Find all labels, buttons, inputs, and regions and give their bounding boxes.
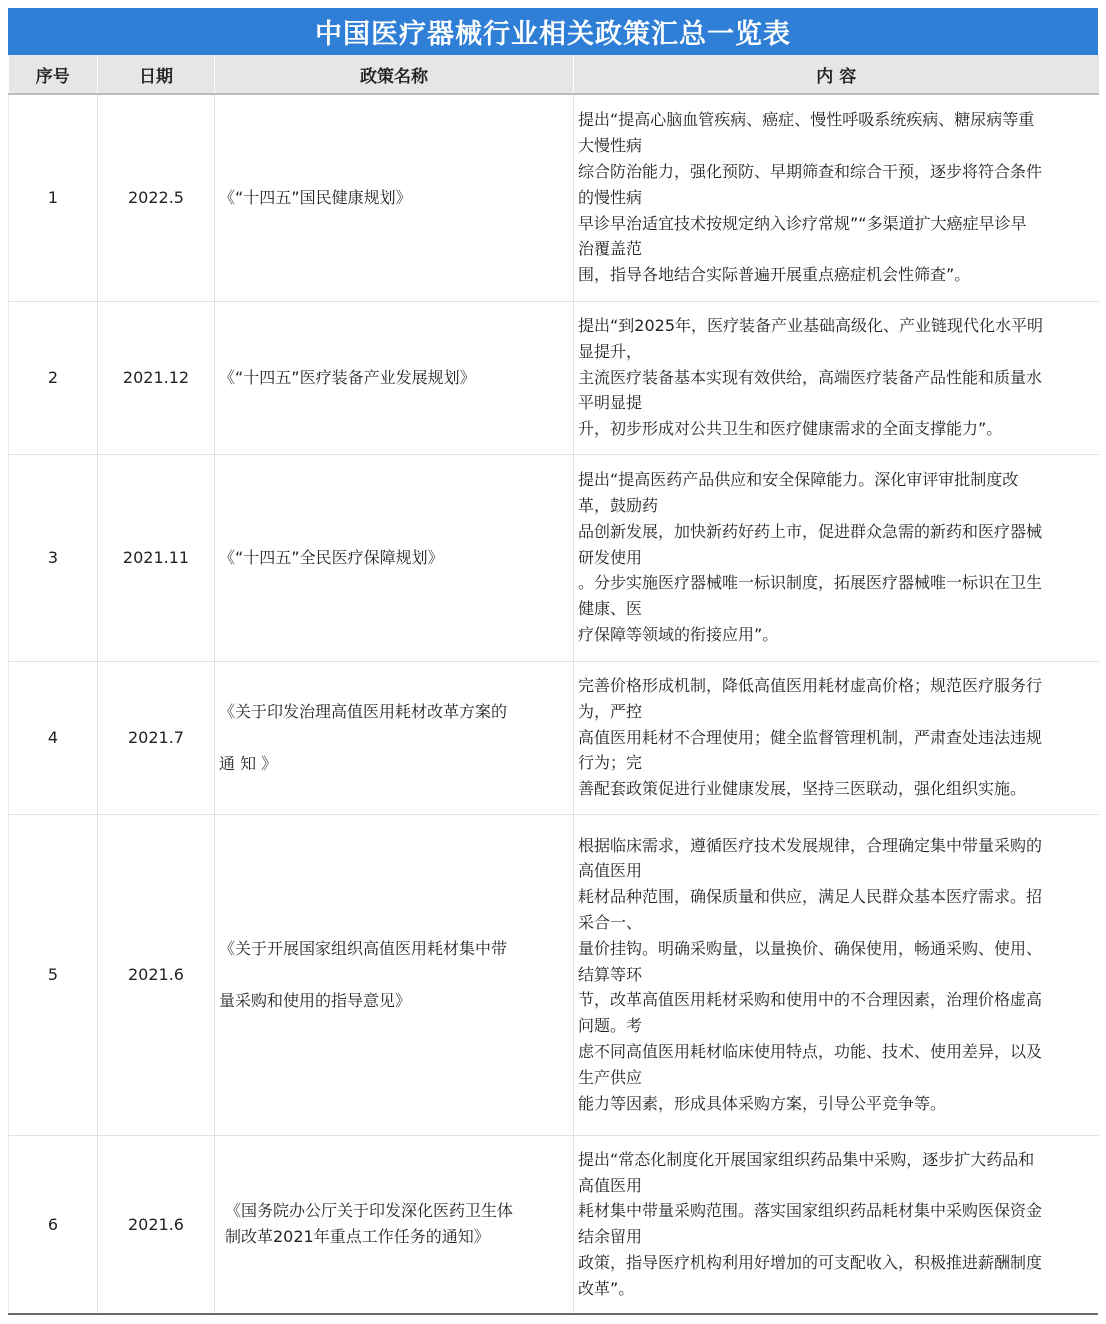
policy-name-line: 量采购和使用的指导意见》 — [219, 990, 412, 1010]
row-date: 2022.5 — [98, 94, 215, 301]
row-date: 2021.7 — [98, 661, 215, 814]
content-line: 主流医疗装备基本实现有效供给，高端医疗装备产品性能和质量水 — [578, 367, 1043, 387]
row-index: 4 — [9, 661, 98, 814]
content-line: 显提升， — [578, 341, 643, 361]
content-line: 综合防治能力，强化预防、早期筛查和综合干预，逐步将符合条件 — [578, 162, 1043, 182]
content-line: 为，严控 — [578, 701, 643, 721]
row-index: 5 — [9, 814, 98, 1135]
content-line: 根据临床需求，遵循医疗技术发展规律，合理确定集中带量采购的 — [578, 835, 1043, 855]
row-index: 2 — [9, 301, 98, 454]
table-row — [9, 814, 1099, 1135]
content-line: 高值医用 — [578, 1175, 643, 1195]
content-line: 量价挂钩。明确采购量，以量换价、确保使用，畅通采购、使用、 — [578, 938, 1043, 958]
policy-table — [8, 55, 1099, 1313]
row-policy-name — [215, 661, 574, 814]
row-content — [574, 661, 1099, 814]
row-index: 6 — [9, 1135, 98, 1313]
content-line: 政策，指导医疗机构利用好增加的可支配收入，积极推进薪酬制度 — [578, 1253, 1043, 1273]
table-header-row — [9, 55, 1099, 94]
content-line: 提出“提高医药产品供应和安全保障能力。深化审评审批制度改 — [578, 470, 1019, 490]
content-line: 高值医用 — [578, 861, 643, 881]
row-content — [574, 94, 1099, 301]
row-date: 2021.11 — [98, 454, 215, 661]
content-line: 采合一、 — [578, 913, 643, 932]
row-content — [574, 1135, 1099, 1313]
content-line: 提出“到2025年，医疗装备产业基础高级化、产业链现代化水平明 — [578, 316, 1044, 335]
content-line: 善配套政策促进行业健康发展，坚持三医联动，强化组织实施。 — [578, 779, 1027, 799]
content-line: 早诊早治适宜技术按规定纳入诊疗常规”“多渠道扩大癌症早诊早 — [578, 213, 1027, 233]
content-line: 高值医用耗材不合理使用；健全监督管理机制，严肃查处违法违规 — [578, 727, 1043, 747]
row-policy-name — [215, 814, 574, 1135]
content-line: 耗材品种范围，确保质量和供应，满足人民群众基本医疗需求。招 — [578, 887, 1043, 907]
table-bottom-border — [8, 1313, 1098, 1315]
row-policy-name: 《“十四五”全民医疗保障规划》 — [215, 454, 574, 661]
content-line: 治覆盖范 — [578, 239, 643, 259]
content-line: 虑不同高值医用耗材临床使用特点，功能、技术、使用差异，以及 — [578, 1041, 1043, 1061]
policy-name-line: 《关于开展国家组织高值医用耗材集中带 — [219, 938, 508, 958]
policy-summary-document — [8, 8, 1098, 1313]
policy-name-line: 制改革2021年重点工作任务的通知》 — [225, 1227, 490, 1247]
content-line: 问题。考 — [578, 1016, 643, 1036]
content-line: 。分步实施医疗器械唯一标识制度，拓展医疗器械唯一标识在卫生 — [578, 573, 1043, 593]
content-line: 能力等因素，形成具体采购方案，引导公平竞争等。 — [578, 1093, 947, 1113]
content-line: 结算等环 — [578, 964, 643, 984]
content-line: 革，鼓励药 — [578, 496, 659, 515]
content-line: 升，初步形成对公共卫生和医疗健康需求的全面支撑能力”。 — [578, 419, 1003, 439]
row-index: 3 — [9, 454, 98, 661]
content-line: 提出“提高心脑血管疾病、癌症、慢性呼吸系统疾病、糖尿病等重 — [578, 110, 1035, 130]
row-policy-name: 《“十四五”国民健康规划》 — [215, 94, 574, 301]
row-content — [574, 301, 1099, 454]
table-row — [9, 94, 1099, 301]
content-line: 结余留用 — [578, 1227, 643, 1247]
policy-name-line: 通 知 》 — [219, 753, 278, 773]
content-line: 大慢性病 — [578, 136, 643, 156]
content-line: 提出“常态化制度化开展国家组织药品集中采购，逐步扩大药品和 — [578, 1149, 1035, 1169]
content-line: 完善价格形成机制，降低高值医用耗材虚高价格；规范医疗服务行 — [578, 676, 1043, 695]
content-line: 节，改革高值医用耗材采购和使用中的不合理因素，治理价格虚高 — [578, 990, 1043, 1010]
row-index: 1 — [9, 94, 98, 301]
row-policy-name: 《“十四五”医疗装备产业发展规划》 — [215, 301, 574, 454]
row-policy-name — [215, 1135, 574, 1313]
content-line: 生产供应 — [578, 1067, 643, 1087]
table-row — [9, 661, 1099, 814]
header-content: 内 容 — [574, 55, 1099, 94]
table-row — [9, 1135, 1099, 1313]
content-line: 耗材集中带量采购范围。落实国家组织药品耗材集中采购医保资金 — [578, 1201, 1043, 1221]
content-line: 的慢性病 — [578, 187, 643, 207]
header-policy-name: 政策名称 — [215, 55, 574, 94]
row-date: 2021.6 — [98, 814, 215, 1135]
content-line: 行为；完 — [578, 753, 643, 773]
row-content — [574, 454, 1099, 661]
row-date: 2021.12 — [98, 301, 215, 454]
policy-name-line: 《关于印发治理高值医用耗材改革方案的 — [219, 701, 508, 721]
content-line: 疗保障等领域的衔接应用”。 — [578, 624, 779, 644]
header-date: 日期 — [98, 55, 215, 94]
content-line: 健康、医 — [578, 599, 643, 619]
table-row — [9, 454, 1099, 661]
content-line: 平明显提 — [578, 393, 643, 413]
content-line: 改革”。 — [578, 1278, 635, 1298]
content-line: 品创新发展，加快新药好药上市，促进群众急需的新药和医疗器械 — [578, 521, 1043, 541]
row-content — [574, 814, 1099, 1135]
content-line: 研发使用 — [578, 547, 643, 567]
header-index: 序号 — [9, 55, 98, 94]
row-date: 2021.6 — [98, 1135, 215, 1313]
content-line: 围，指导各地结合实际普遍开展重点癌症机会性筛查”。 — [578, 265, 971, 285]
policy-name-line: 《国务院办公厅关于印发深化医药卫生体 — [225, 1201, 514, 1221]
table-title: 中国医疗器械行业相关政策汇总一览表 — [8, 8, 1098, 55]
table-row — [9, 301, 1099, 454]
